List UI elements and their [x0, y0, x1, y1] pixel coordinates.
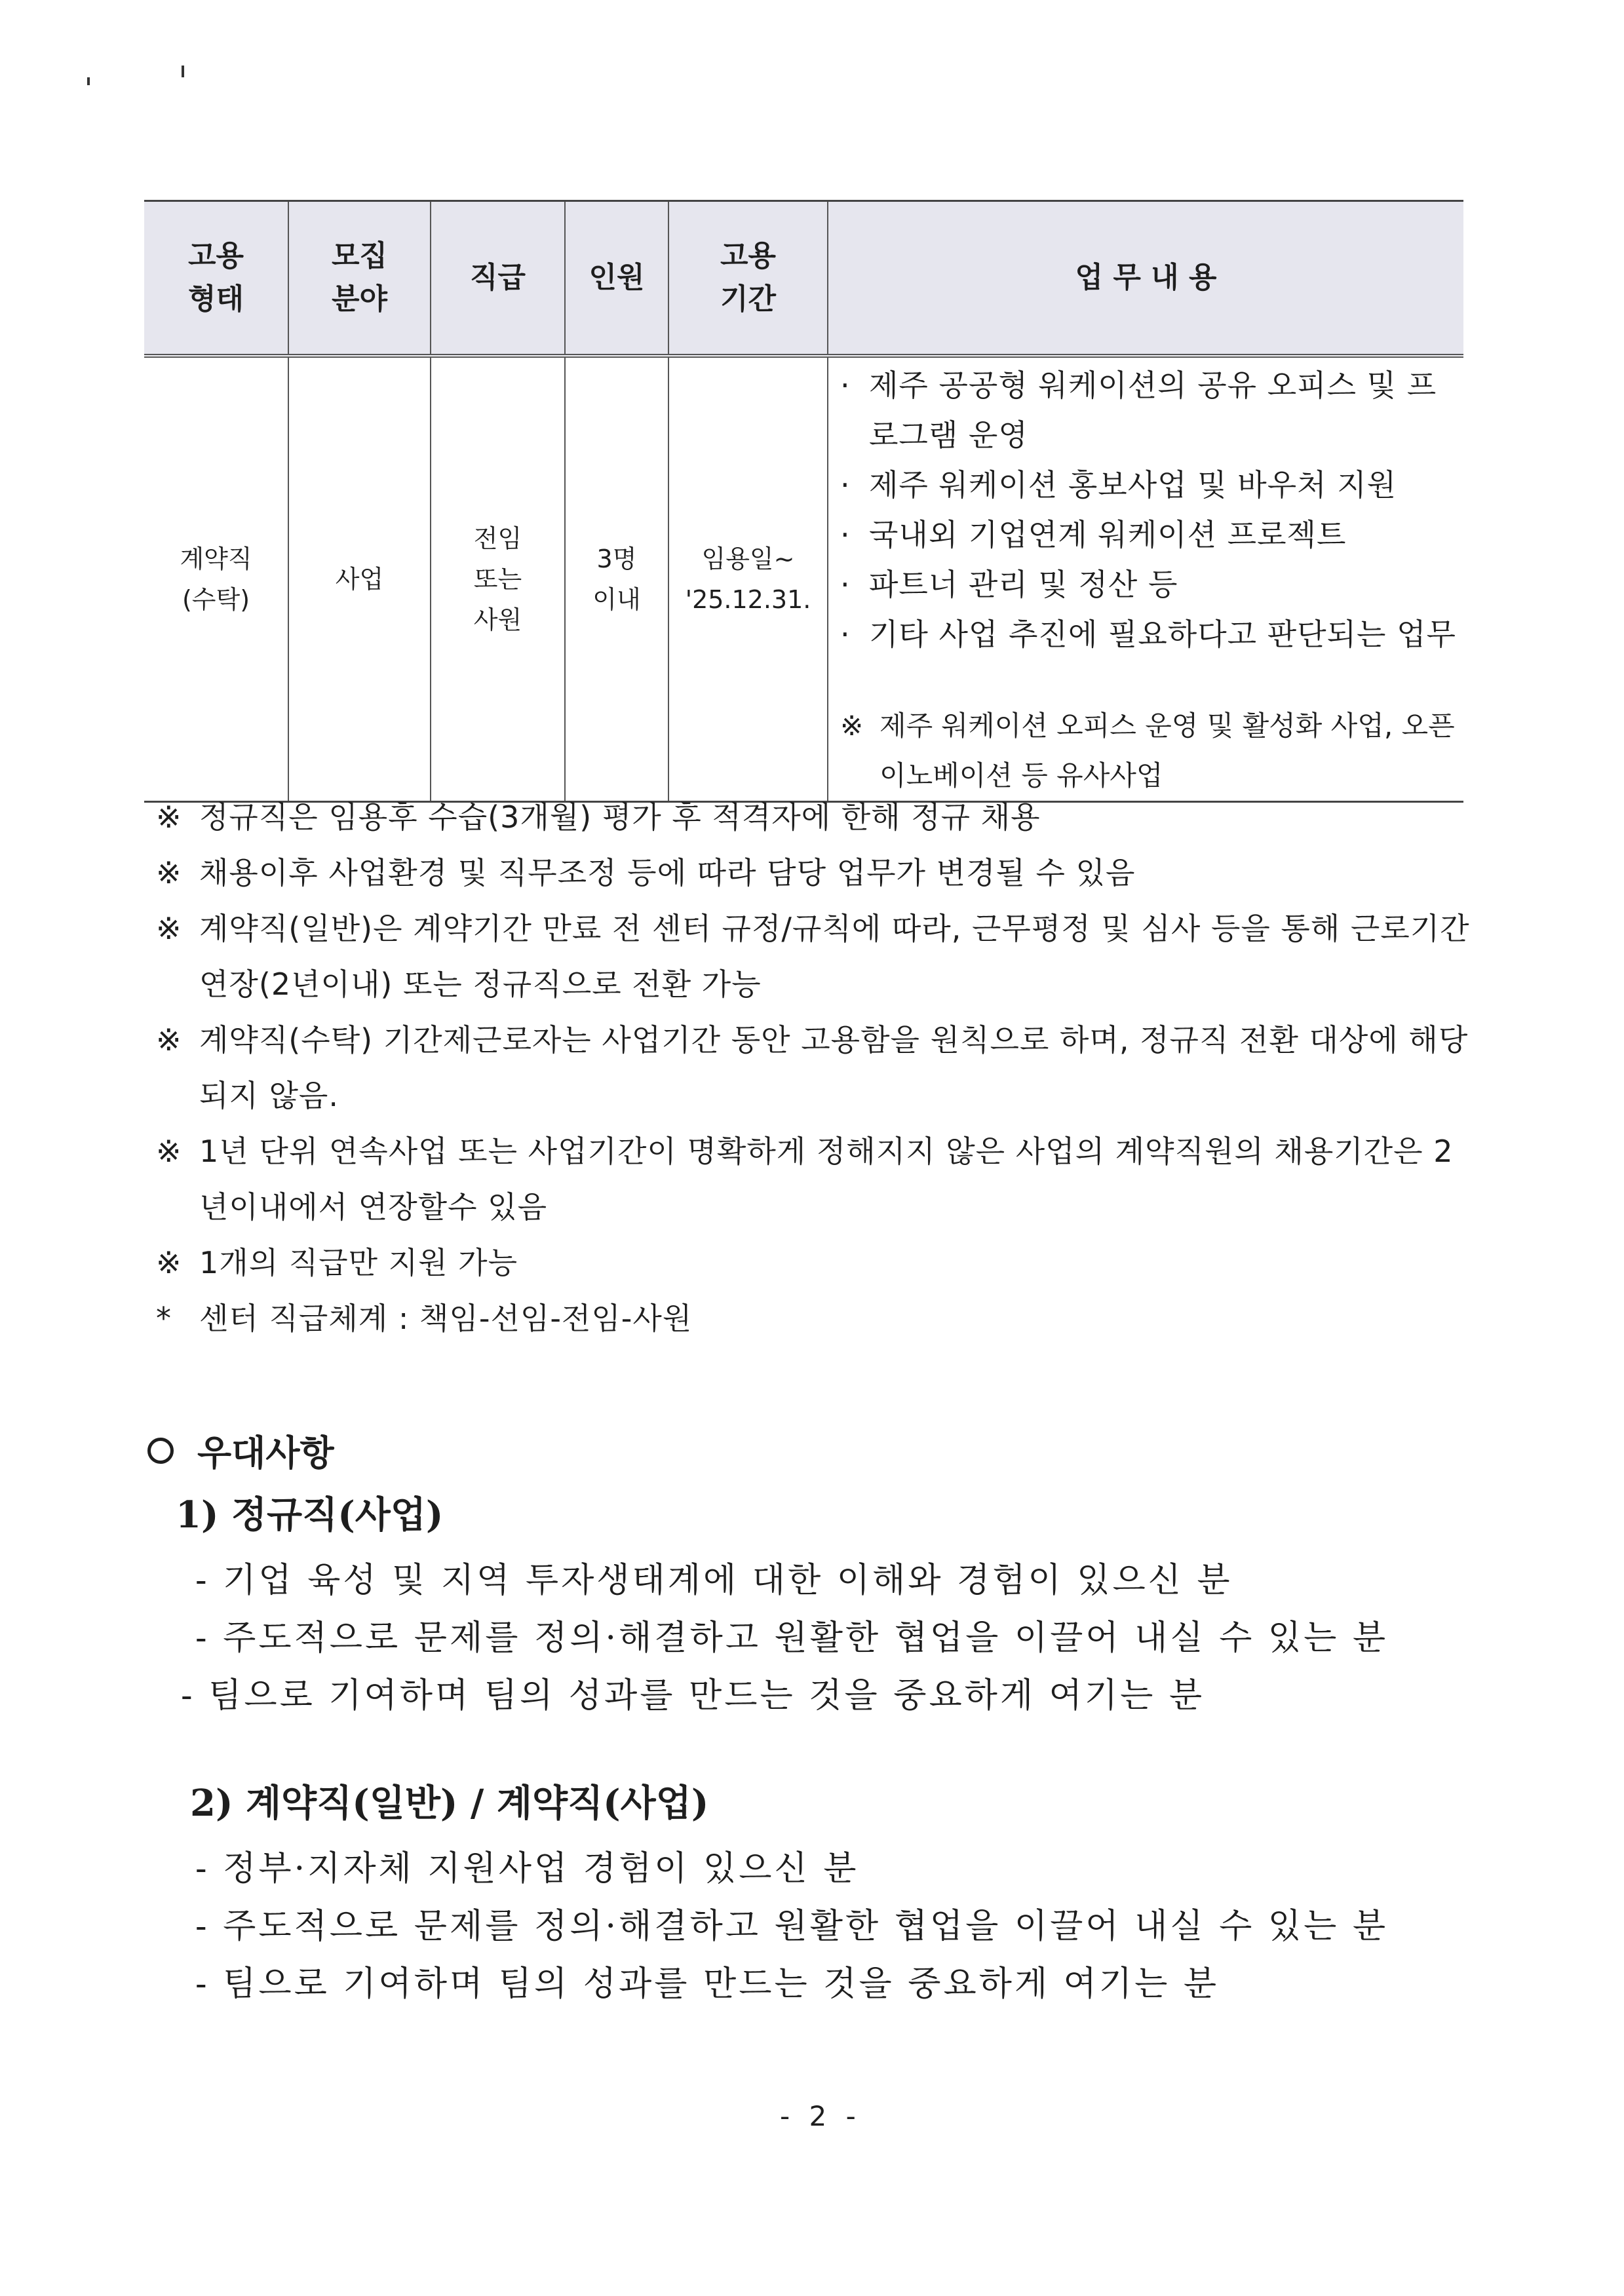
note-item: ※ 계약직(일반)은 계약기간 만료 전 센터 규정/규칙에 따라, 근무평정 및 심사 등을 통해 근로기간 연장(2년이내) 또는 정규직으로 전환 가능: [156, 911, 1470, 1002]
duty-item: · 제주 공공형 워케이션의 공유 오피스 및 프로그램 운영: [840, 368, 1437, 453]
cell-duties: [828, 356, 1463, 802]
list-item: - 주도적으로 문제를 정의·해결하고 원활한 협업을 이끌어 내실 수 있는 분: [195, 1907, 1389, 1946]
header-employment-type: 고용 형태: [144, 201, 288, 356]
note-item: ※ 계약직(수탁) 기간제근로자는 사업기간 동안 고용함을 원칙으로 하며, 정규직 전환 대상에 해당되지 않음.: [156, 1022, 1469, 1113]
cell-field: 사업: [288, 356, 431, 802]
job-table: [144, 200, 1463, 803]
scan-mark: [182, 66, 184, 77]
header-duties: 업 무 내 용: [828, 201, 1463, 356]
note-item: ※ 채용이후 사업환경 및 직무조정 등에 따라 담당 업무가 변경될 수 있음: [156, 855, 1136, 890]
pref-group-list: [195, 1840, 1388, 2013]
duty-note: ※ 제주 워케이션 오피스 운영 및 활성화 사업, 오픈이노베이션 등 유사사업: [840, 710, 1455, 792]
preferences-heading: [147, 1425, 334, 1476]
list-item: - 주도적으로 문제를 정의·해결하고 원활한 협업을 이끌어 내실 수 있는 분: [195, 1618, 1389, 1658]
circle-bullet-icon: [147, 1438, 174, 1464]
list-item: - 팀으로 기여하며 팀의 성과를 만드는 것을 중요하게 여기는 분: [181, 1676, 1205, 1715]
header-field: 모집 분야: [288, 201, 431, 356]
header-period: 고용 기간: [668, 201, 828, 356]
pref-group-title: 1) 정규직(사업): [176, 1493, 444, 1537]
header-headcount: 인원: [565, 201, 668, 356]
duty-item: · 기타 사업 추진에 필요하다고 판단되는 업무: [840, 617, 1456, 652]
page-number: - 2 -: [780, 2100, 861, 2132]
table-row: [144, 356, 1463, 802]
note-item: * 센터 직급체계 : 책임-선임-전임-사원: [156, 1301, 693, 1336]
list-item: - 정부·지자체 지원사업 경험이 있으신 분: [195, 1849, 859, 1888]
note-item: ※ 정규직은 임용후 수습(3개월) 평가 후 적격자에 한해 정규 채용: [156, 799, 1041, 835]
cell-period: 임용일~ '25.12.31.: [668, 356, 828, 802]
scan-mark: [87, 77, 90, 85]
cell-employment-type: 계약직 (수탁): [144, 356, 288, 802]
duty-item: · 제주 워케이션 홍보사업 및 바우처 지원: [840, 467, 1397, 503]
note-item: ※ 1년 단위 연속사업 또는 사업기간이 명확하게 정해지지 않은 사업의 계약직원의 채용기간은 2년이내에서 연장할수 있음: [156, 1134, 1454, 1225]
list-item: - 팀으로 기여하며 팀의 성과를 만드는 것을 중요하게 여기는 분: [195, 1964, 1220, 2004]
cell-grade: 전임 또는 사원: [431, 356, 565, 802]
pref-group-list: [181, 1552, 1389, 1725]
table-header-row: [144, 201, 1463, 356]
duty-item: · 파트너 관리 및 정산 등: [840, 567, 1178, 602]
notes-list: [156, 790, 1480, 1347]
duty-item: · 국내외 기업연계 워케이션 프로젝트: [840, 517, 1347, 552]
cell-headcount: 3명 이내: [565, 356, 668, 802]
header-grade: 직급: [431, 201, 565, 356]
pref-group-title: 2) 계약직(일반) / 계약직(사업): [190, 1782, 709, 1825]
note-item: ※ 1개의 직급만 지원 가능: [156, 1245, 518, 1280]
preferences-heading-text: 우대사항: [197, 1432, 334, 1474]
list-item: - 기업 육성 및 지역 투자생태계에 대한 이해와 경험이 있으신 분: [195, 1561, 1233, 1600]
